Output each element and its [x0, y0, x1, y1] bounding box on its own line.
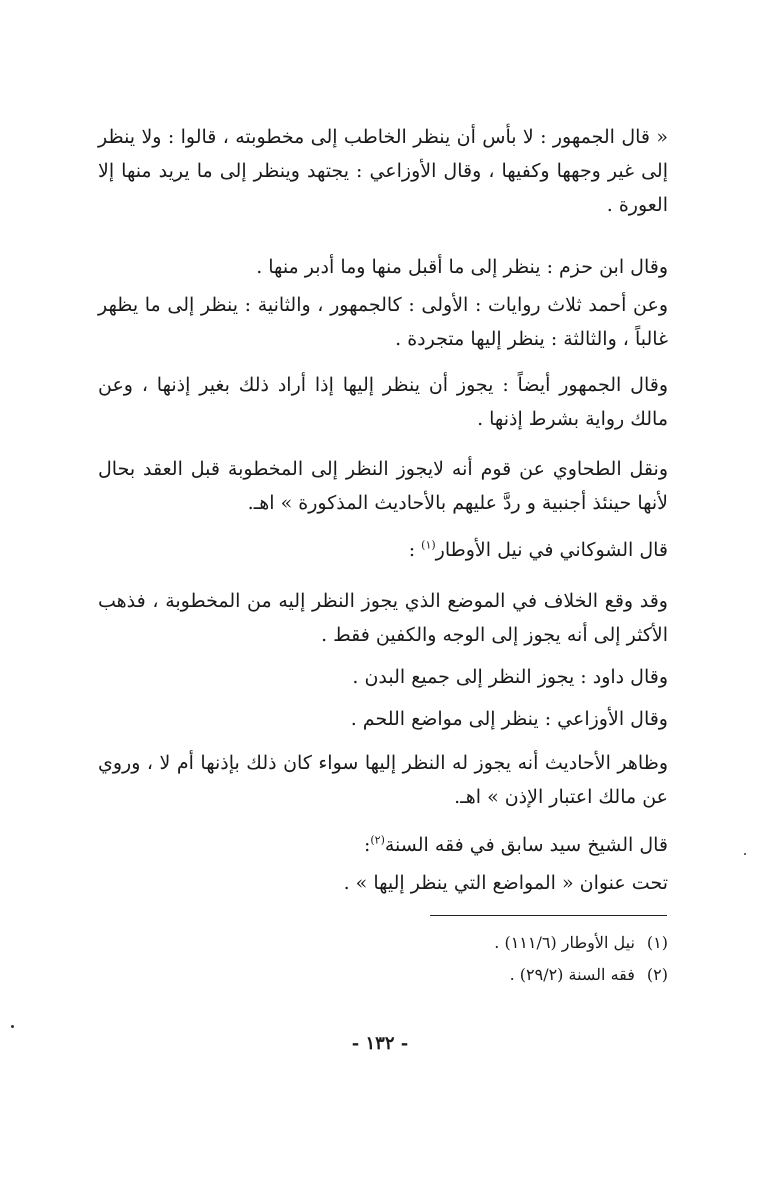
sabiq-text: قال الشيخ سيد سابق في فقه السنة	[384, 834, 668, 856]
paragraph-shawkani-intro	[98, 533, 668, 567]
paragraph-tahawi: ونقل الطحاوي عن قوم أنه لايجوز النظر إلى المخطوبة قبل العقد بحال لأنها حينئذ أجنبية و ردَّ عليهم بالأحاديث المذكورة » اهـ.	[98, 458, 668, 514]
footnote-1-number: (١)	[646, 933, 668, 952]
paragraph-khilaf: وقد وقع الخلاف في الموضع الذي يجوز النظر إليه من المخطوبة ، فذهب الأكثر إلى أنه يجوز إلى الوجه والكفين فقط .	[98, 590, 668, 646]
paragraph-awzai: وقال الأوزاعي : ينظر إلى مواضع اللحم .	[350, 708, 668, 730]
paragraph-ahmad: وعن أحمد ثلاث روايات : الأولى : كالجمهور ، والثانية : ينظر إلى ما يظهر غالباً ، والثالثة : ينظر إليها متجردة .	[98, 294, 668, 350]
paragraph-jumhur-also: وقال الجمهور أيضاً : يجوز أن ينظر إليها إذا أراد ذلك بغير إذنها ، وعن مالك رواية بشرط إذنها .	[98, 374, 668, 430]
sabiq-suffix: :	[363, 834, 371, 856]
page-number: - ١٣٢ -	[351, 1033, 409, 1054]
footnote-2-number: (٢)	[646, 965, 668, 984]
paragraph-sabiq-intro	[98, 828, 668, 862]
footnote-2-text: فقه السنة (٢٩/٢) .	[509, 965, 635, 984]
paragraph-dawud: وقال داود : يجوز النظر إلى جميع البدن .	[352, 666, 668, 688]
footnote-1-text: نيل الأوطار (١١١/٦) .	[494, 933, 635, 952]
shawkani-text: قال الشوكاني في نيل الأوطار	[435, 539, 668, 561]
paragraph-jumhur: « قال الجمهور : لا بأس أن ينظر الخاطب إلى مخطوبته ، قالوا : ولا ينظر إلى غير وجهها وكفيها ، وقال الأوزاعي : يجتهد وينظر إلى ما يريد منها إلا العورة .	[98, 126, 668, 216]
scan-speck	[744, 853, 746, 855]
footnote-ref-2: (٢)	[370, 833, 385, 847]
footnote-separator	[430, 915, 667, 916]
scan-speck	[11, 1025, 14, 1028]
paragraph-heading-line: تحت عنوان « المواضع التي ينظر إليها » .	[343, 872, 668, 894]
footnote-ref-1: (١)	[421, 538, 436, 552]
footnote-1	[300, 930, 668, 956]
paragraph-zahir: وظاهر الأحاديث أنه يجوز له النظر إليها سواء كان ذلك بإذنها أم لا ، وروي عن مالك اعتبار الإذن » اهـ.	[98, 752, 668, 808]
footnote-2	[300, 962, 668, 988]
shawkani-suffix: :	[408, 539, 422, 561]
paragraph-ibn-hazm: وقال ابن حزم : ينظر إلى ما أقبل منها وما أدبر منها .	[256, 256, 668, 278]
